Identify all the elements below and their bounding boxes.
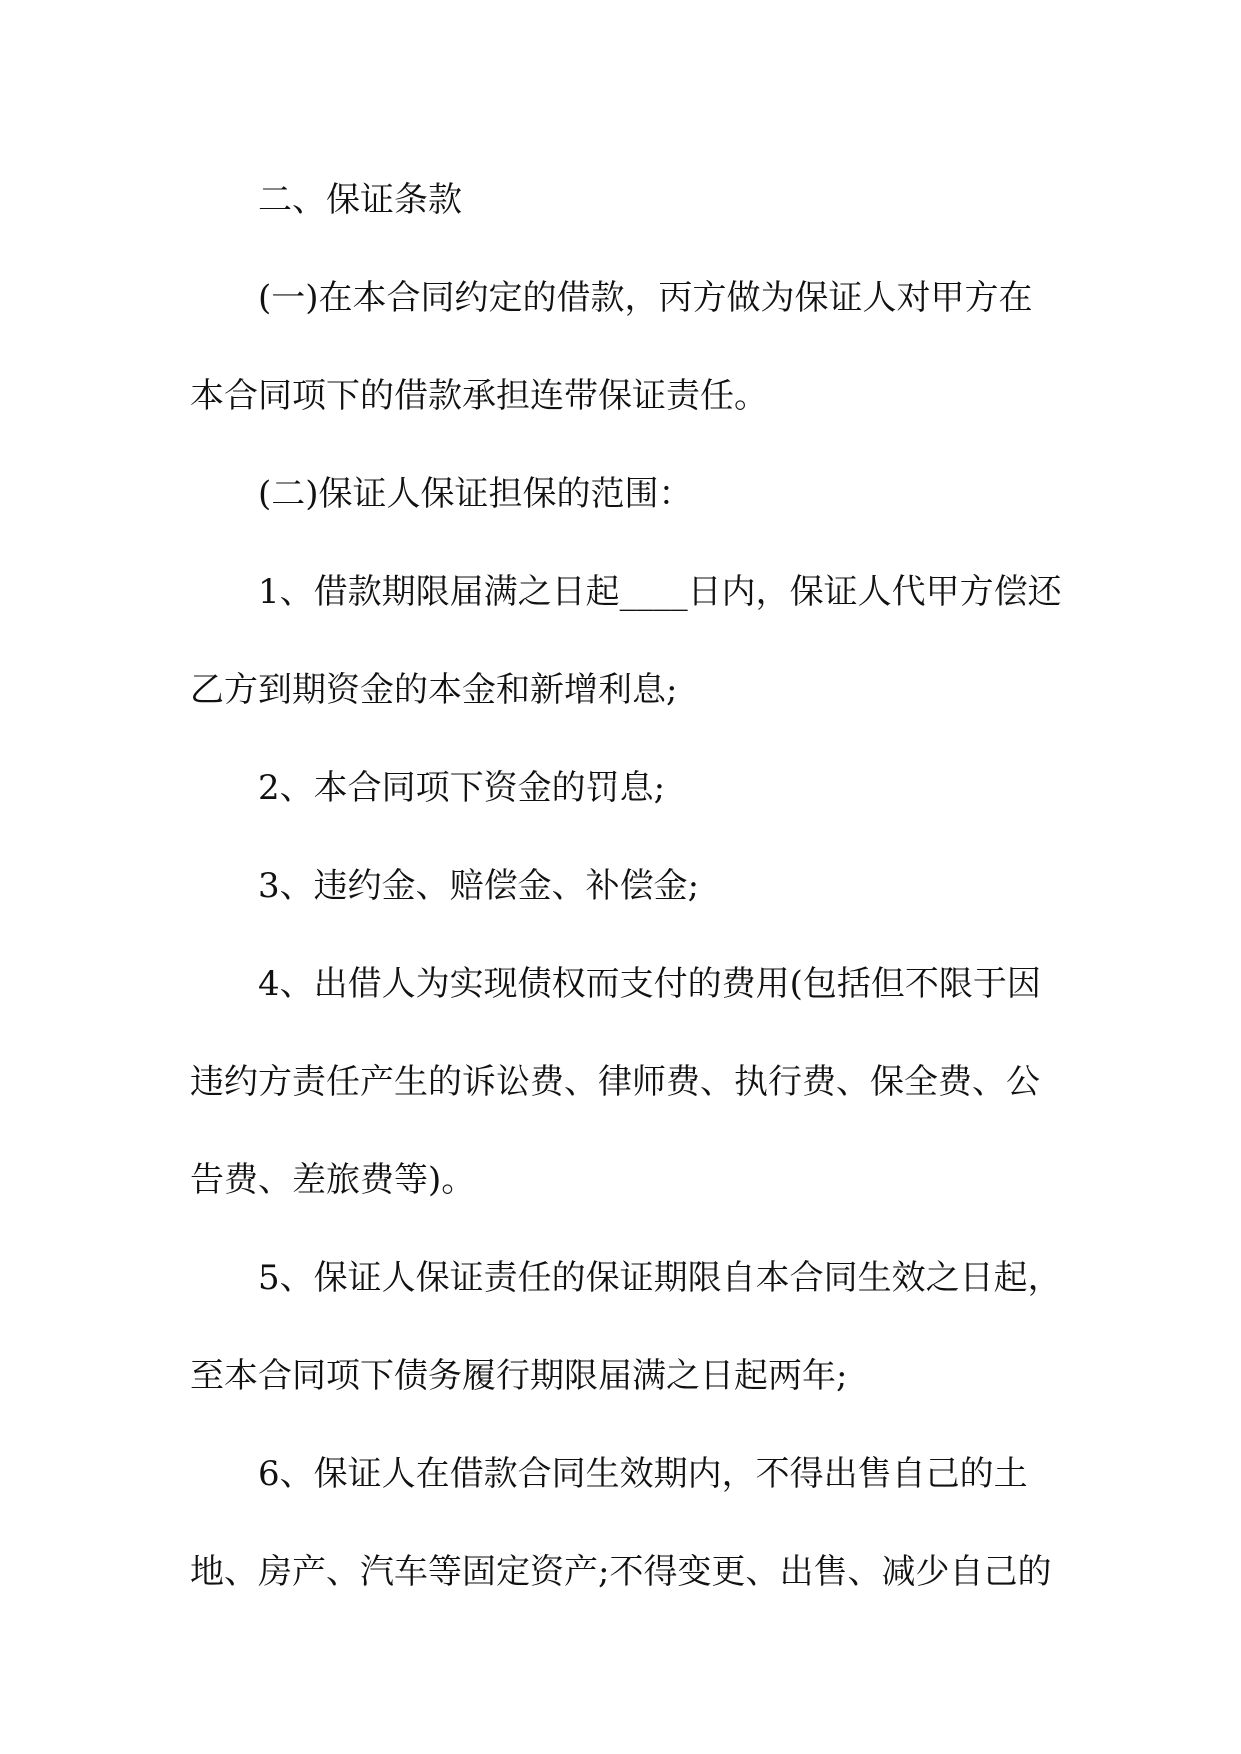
paragraph-line: (一)在本合同约定的借款，丙方做为保证人对甲方在 — [258, 278, 1033, 318]
paragraph-line: 5、保证人保证责任的保证期限自本合同生效之日起， — [258, 1258, 1062, 1298]
paragraph-line: 2、本合同项下资金的罚息; — [258, 768, 666, 808]
paragraph-line: 违约方责任产生的诉讼费、律师费、执行费、保全费、公 — [190, 1062, 1040, 1102]
paragraph-line: 1、借款期限届满之日起____日内，保证人代甲方偿还 — [258, 572, 1062, 612]
paragraph-line: 6、保证人在借款合同生效期内，不得出售自己的土 — [258, 1454, 1028, 1494]
paragraph-line: 告费、差旅费等)。 — [190, 1160, 476, 1200]
paragraph-line: 4、出借人为实现债权而支付的费用(包括但不限于因 — [258, 964, 1041, 1004]
paragraph-line: 本合同项下的借款承担连带保证责任。 — [190, 376, 768, 416]
paragraph-line: 至本合同项下债务履行期限届满之日起两年; — [190, 1356, 848, 1396]
paragraph-line: 地、房产、汽车等固定资产;不得变更、出售、减少自己的 — [190, 1552, 1052, 1592]
paragraph-line: 乙方到期资金的本金和新增利息; — [190, 670, 678, 710]
section-heading: 二、保证条款 — [258, 180, 462, 220]
paragraph-line: 3、违约金、赔偿金、补偿金; — [258, 866, 700, 906]
paragraph-line: (二)保证人保证担保的范围： — [258, 474, 693, 514]
